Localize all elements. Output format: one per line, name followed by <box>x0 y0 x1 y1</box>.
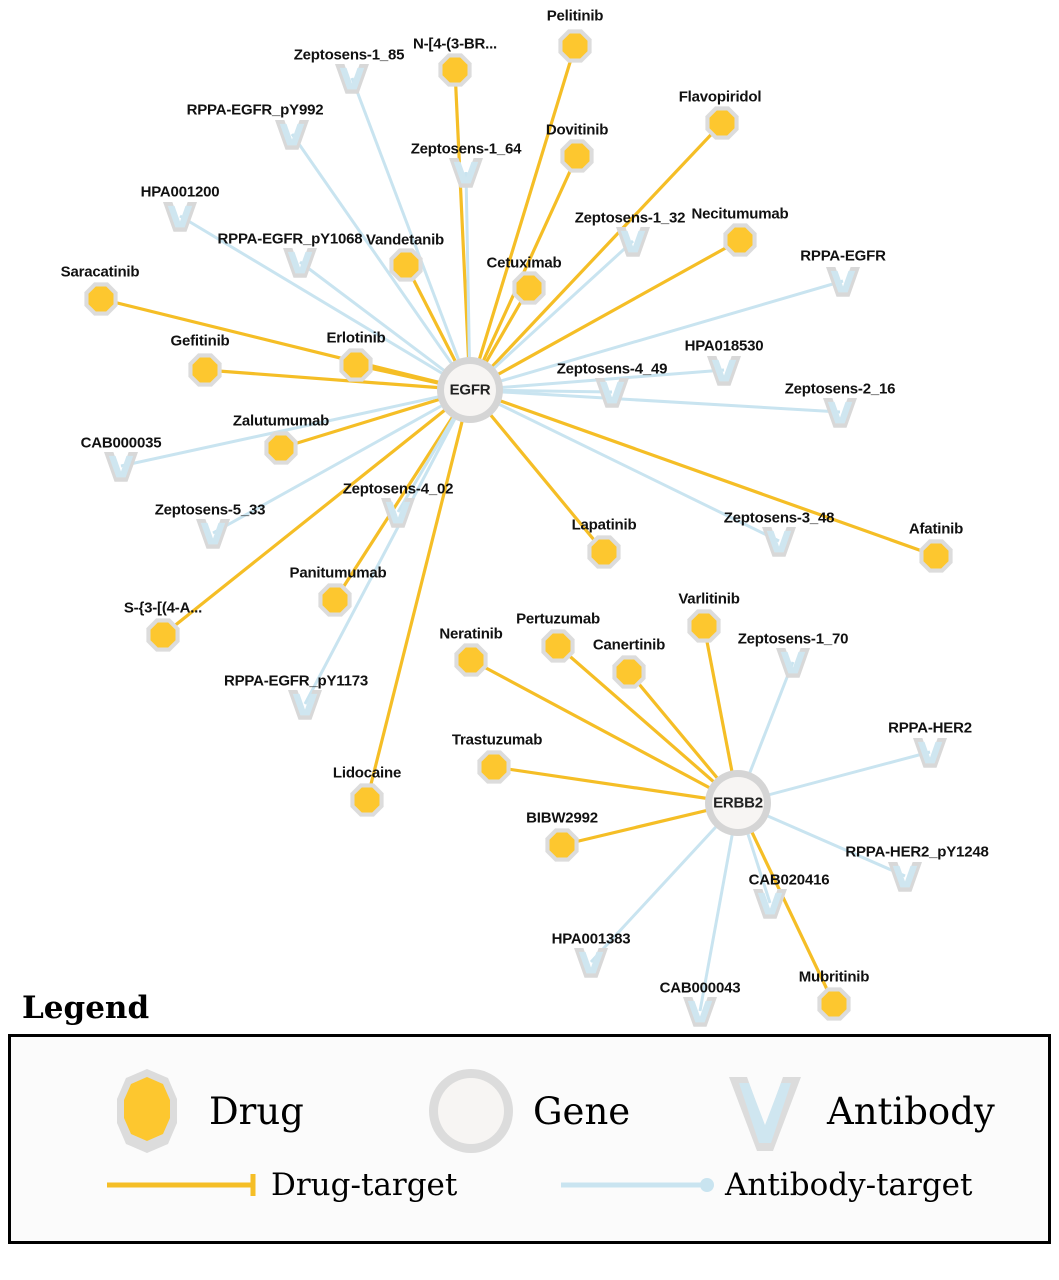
legend-label-antibody: Antibody <box>827 1089 995 1133</box>
drug-label: S-{3-[(4-A... <box>123 599 203 617</box>
antibody-node[interactable] <box>753 889 787 919</box>
drug-node[interactable] <box>612 655 645 688</box>
drug-node[interactable] <box>687 609 720 642</box>
antibody-node[interactable] <box>762 527 796 557</box>
drug-label: Lapatinib <box>571 516 637 534</box>
antibody-label: CAB020416 <box>748 871 830 889</box>
antibody-label: Zeptosens-1_64 <box>410 140 522 158</box>
drug-label: Canertinib <box>592 636 666 654</box>
antibody-label: Zeptosens-1_32 <box>574 209 686 227</box>
antibody-label: RPPA-HER2_pY1248 <box>845 843 989 861</box>
drug-label: Erlotinib <box>326 329 386 347</box>
legend-item-drug <box>99 1063 304 1159</box>
legend-item-antibody <box>717 1063 995 1159</box>
legend-item-drug-target <box>103 1167 457 1203</box>
drug-label: Saracatinib <box>60 263 140 281</box>
drug-label: Cetuximab <box>486 254 562 272</box>
antibody-label: HPA018530 <box>684 337 764 355</box>
antibody-label: Zeptosens-5_33 <box>154 501 266 519</box>
drug-node[interactable] <box>919 539 952 572</box>
antibody-label: Zeptosens-4_49 <box>556 360 668 378</box>
circle-icon <box>423 1063 519 1159</box>
drug-label: Pelitinib <box>546 7 604 25</box>
antibody-label: CAB000035 <box>80 434 162 452</box>
antibody-node[interactable] <box>288 690 322 720</box>
antibody-label: Zeptosens-1_70 <box>737 630 849 648</box>
drug-label: Gefitinib <box>170 332 230 350</box>
legend <box>8 990 1051 1244</box>
drug-node[interactable] <box>350 783 383 816</box>
drug-node[interactable] <box>477 750 510 783</box>
legend-box <box>8 1034 1051 1244</box>
antibody-label: HPA001200 <box>140 183 220 201</box>
drug-node[interactable] <box>541 629 574 662</box>
antibody-target-edge-icon <box>557 1170 717 1200</box>
legend-item-antibody-target <box>557 1167 972 1203</box>
drug-node[interactable] <box>558 29 591 62</box>
drug-node[interactable] <box>454 643 487 676</box>
vee-icon <box>717 1063 813 1159</box>
legend-label-drug-target: Drug-target <box>271 1167 458 1203</box>
antibody-node[interactable] <box>196 519 230 549</box>
drug-node[interactable] <box>339 348 372 381</box>
antibody-label: HPA001383 <box>551 930 631 948</box>
drug-node[interactable] <box>318 583 351 616</box>
antibody-label: RPPA-EGFR_pY1173 <box>223 672 369 690</box>
drug-label: Trastuzumab <box>451 731 543 749</box>
legend-label-gene: Gene <box>533 1089 631 1133</box>
drug-node[interactable] <box>705 106 738 139</box>
legend-label-antibody-target: Antibody-target <box>725 1167 973 1203</box>
drug-label: Flavopiridol <box>678 88 762 106</box>
drug-node[interactable] <box>587 535 620 568</box>
antibody-node[interactable] <box>888 862 922 892</box>
antibody-node[interactable] <box>574 948 608 978</box>
drug-node[interactable] <box>438 53 471 86</box>
octagon-icon <box>99 1063 195 1159</box>
drug-node[interactable] <box>545 828 578 861</box>
drug-node[interactable] <box>723 223 756 256</box>
gene-label-egfr: EGFR <box>449 381 491 399</box>
drug-label: Afatinib <box>908 520 964 538</box>
antibody-label: CAB000043 <box>659 979 741 997</box>
drug-node[interactable] <box>389 248 422 281</box>
drug-label: Panitumumab <box>289 564 387 582</box>
drug-label: Lidocaine <box>332 764 402 782</box>
drug-label: Necitumumab <box>691 205 789 223</box>
antibody-label: Zeptosens-2_16 <box>784 380 896 398</box>
legend-label-drug: Drug <box>209 1089 304 1133</box>
drug-node[interactable] <box>146 618 179 651</box>
drug-label: Zalutumumab <box>232 412 330 430</box>
antibody-node[interactable] <box>104 452 138 482</box>
drug-target-edge <box>470 46 575 390</box>
legend-title: Legend <box>22 990 150 1026</box>
antibody-node[interactable] <box>823 398 857 428</box>
gene-label-erbb2: ERBB2 <box>713 794 763 812</box>
legend-item-gene <box>423 1063 630 1159</box>
antibody-label: RPPA-EGFR_pY992 <box>186 101 324 119</box>
antibody-label: Zeptosens-4_02 <box>342 480 454 498</box>
antibody-label: Zeptosens-1_85 <box>293 46 405 64</box>
drug-node[interactable] <box>560 139 593 172</box>
drug-label: Varlitinib <box>678 590 740 608</box>
drug-target-edge-icon <box>103 1170 263 1200</box>
drug-node[interactable] <box>188 353 221 386</box>
drug-label: Dovitinib <box>545 121 609 139</box>
antibody-label: Zeptosens-3_48 <box>723 509 835 527</box>
antibody-label: RPPA-HER2 <box>888 719 972 737</box>
drug-label: Mubritinib <box>798 968 870 986</box>
drug-label: Vandetanib <box>365 231 445 249</box>
drug-label: Neratinib <box>439 625 503 643</box>
drug-node[interactable] <box>84 282 117 315</box>
drug-node[interactable] <box>264 431 297 464</box>
drug-label: Pertuzumab <box>516 610 600 628</box>
drug-label: N-[4-(3-BR... <box>412 35 498 53</box>
antibody-label: RPPA-EGFR <box>800 247 886 265</box>
antibody-label: RPPA-EGFR_pY1068 <box>217 230 363 248</box>
drug-node[interactable] <box>512 271 545 304</box>
drug-label: BIBW2992 <box>526 809 598 827</box>
